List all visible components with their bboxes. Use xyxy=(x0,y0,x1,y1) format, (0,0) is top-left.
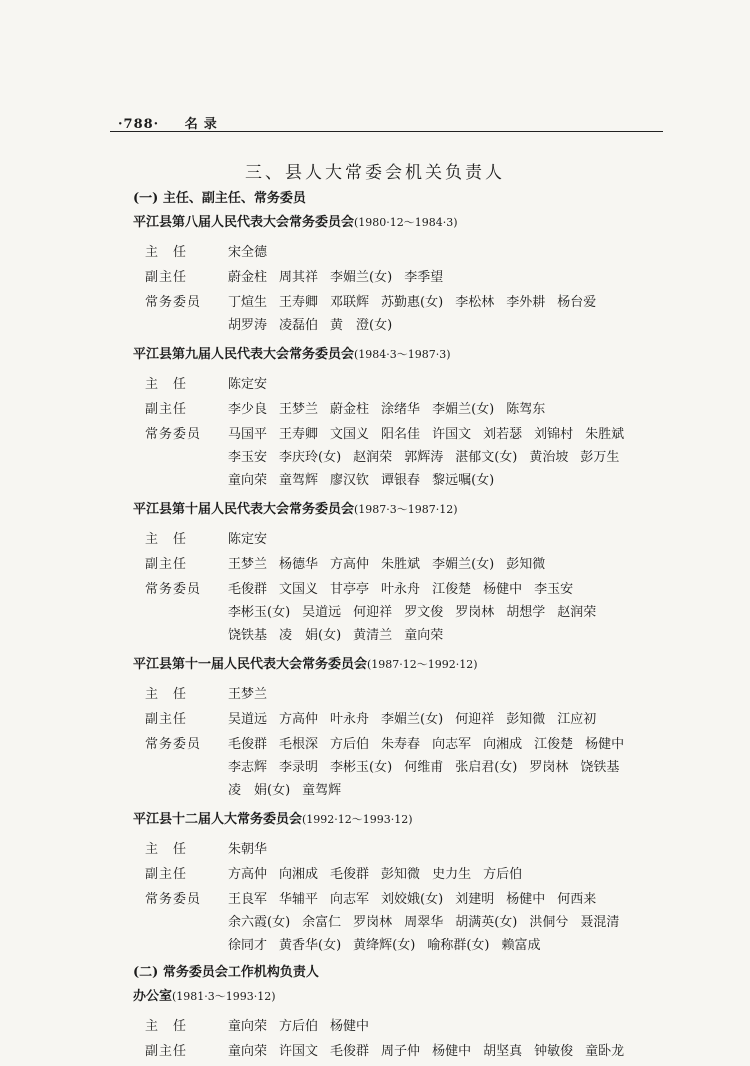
name-line xyxy=(228,578,673,601)
page-title: 三、县人大常委会机关负责人 xyxy=(245,163,505,183)
committee-name: 平江县第十届人民代表大会常务委员会 xyxy=(133,502,355,517)
role-label: 主 任 xyxy=(145,842,188,857)
person-name: 童向荣 xyxy=(228,473,268,488)
role-label: 副主任 xyxy=(145,1044,188,1059)
person-name: 童向荣 xyxy=(228,1044,268,1059)
person-name: 蔚金柱 xyxy=(228,270,268,285)
person-name: 杨台爱 xyxy=(557,295,597,310)
person-name: 张启君(女) xyxy=(455,760,518,775)
person-name: 聂混清 xyxy=(580,915,620,930)
person-name: 刘若瑟 xyxy=(483,427,523,442)
person-name: 李媚兰(女) xyxy=(381,712,444,727)
role-row xyxy=(133,373,673,396)
person-name: 向湘成 xyxy=(483,737,523,752)
name-line xyxy=(228,241,673,264)
person-name: 蔚金柱 xyxy=(330,402,370,417)
running-header xyxy=(118,113,223,132)
person-name: 湛郁文(女) xyxy=(455,450,518,465)
person-name: 童卧龙 xyxy=(585,1044,625,1059)
person-name: 李季望 xyxy=(404,270,444,285)
person-name: 李松林 xyxy=(455,295,495,310)
name-list xyxy=(228,1015,673,1038)
name-list xyxy=(228,373,673,396)
person-name: 江俊楚 xyxy=(432,582,472,597)
person-name: 方高仲 xyxy=(228,867,268,882)
committee-dates: (1987·3～1987·12) xyxy=(354,503,458,516)
person-name: 周子仲 xyxy=(381,1044,421,1059)
person-name: 陈定安 xyxy=(228,532,268,547)
person-name: 毛俊群 xyxy=(330,1044,370,1059)
role-label: 主 任 xyxy=(145,687,188,702)
person-name: 丁煊生 xyxy=(228,295,268,310)
committee-heading xyxy=(133,985,673,1009)
person-name: 邓联辉 xyxy=(330,295,370,310)
person-name: 叶永舟 xyxy=(381,582,421,597)
role-row xyxy=(133,863,673,886)
name-list xyxy=(228,708,673,731)
person-name: 吴道远 xyxy=(228,712,268,727)
role-row xyxy=(133,423,673,492)
committee-heading xyxy=(133,808,673,832)
person-name: 李媚兰(女) xyxy=(432,402,495,417)
name-line xyxy=(228,446,673,469)
section-heading: (一) 主任、副主任、常务委员 xyxy=(133,191,306,206)
person-name: 周其祥 xyxy=(279,270,319,285)
person-name: 王寿卿 xyxy=(279,427,319,442)
person-name: 周翠华 xyxy=(404,915,444,930)
name-list xyxy=(228,241,673,264)
person-name: 毛俊群 xyxy=(330,867,370,882)
name-list xyxy=(228,578,673,647)
person-name: 彭知微 xyxy=(506,712,546,727)
person-name: 李录明 xyxy=(279,760,319,775)
name-list xyxy=(228,863,673,886)
person-name: 王梦兰 xyxy=(228,557,268,572)
person-name: 赵润荣 xyxy=(557,605,597,620)
person-name: 文国义 xyxy=(330,427,370,442)
person-name: 胡想学 xyxy=(506,605,546,620)
role-label: 常务委员 xyxy=(145,427,202,442)
person-name: 黄清兰 xyxy=(353,628,393,643)
person-name: 胡罗涛 xyxy=(228,318,268,333)
person-name: 刘建明 xyxy=(455,892,495,907)
name-list xyxy=(228,553,673,576)
role-label: 主 任 xyxy=(145,532,188,547)
person-name: 余富仁 xyxy=(302,915,342,930)
person-name: 凌 娟(女) xyxy=(279,628,342,643)
committee-name: 平江县第十一届人民代表大会常务委员会 xyxy=(133,657,368,672)
person-name: 刘姣娥(女) xyxy=(381,892,444,907)
role-row xyxy=(133,888,673,957)
name-list xyxy=(228,683,673,706)
person-name: 钟敏俊 xyxy=(534,1044,574,1059)
person-name: 凌磊伯 xyxy=(279,318,319,333)
role-row xyxy=(133,1015,673,1038)
person-name: 凌 娟(女) xyxy=(228,783,291,798)
person-name: 郭辉涛 xyxy=(404,450,444,465)
person-name: 李玉安 xyxy=(228,450,268,465)
person-name: 吴道远 xyxy=(302,605,342,620)
name-line xyxy=(228,888,673,911)
person-name: 何迎祥 xyxy=(353,605,393,620)
person-name: 胡满英(女) xyxy=(455,915,518,930)
person-name: 黎远嘱(女) xyxy=(432,473,495,488)
person-name: 黄治坡 xyxy=(529,450,569,465)
role-label: 副主任 xyxy=(145,402,188,417)
committee-name: 平江县十二届人大常务委员会 xyxy=(133,812,303,827)
person-name: 何迎祥 xyxy=(455,712,495,727)
role-label: 常务委员 xyxy=(145,295,202,310)
person-name: 谭银春 xyxy=(381,473,421,488)
person-name: 黄 澄(女) xyxy=(330,318,393,333)
header-title: 名录 xyxy=(184,117,223,132)
person-name: 向志军 xyxy=(432,737,472,752)
person-name: 许国文 xyxy=(279,1044,319,1059)
name-list xyxy=(228,838,673,861)
committee-dates: (1981·3～1993·12) xyxy=(172,990,276,1003)
person-name: 向湘成 xyxy=(279,867,319,882)
person-name: 李志辉 xyxy=(228,760,268,775)
person-name: 徐同才 xyxy=(228,938,268,953)
name-line xyxy=(228,733,673,756)
role-label: 常务委员 xyxy=(145,582,202,597)
page-number: ·788· xyxy=(118,117,160,132)
person-name: 李玉安 xyxy=(534,582,574,597)
name-line xyxy=(228,291,673,314)
person-name: 方后伯 xyxy=(330,737,370,752)
committee-heading xyxy=(133,211,673,235)
name-list xyxy=(228,888,673,957)
person-name: 涂绪华 xyxy=(381,402,421,417)
section-heading: (二) 常务委员会工作机构负责人 xyxy=(133,965,319,980)
person-name: 彭知微 xyxy=(381,867,421,882)
name-list xyxy=(228,528,673,551)
role-row xyxy=(133,398,673,421)
person-name: 方后伯 xyxy=(279,1019,319,1034)
person-name: 赵润荣 xyxy=(353,450,393,465)
person-name: 何维甫 xyxy=(404,760,444,775)
committee-name: 办公室 xyxy=(133,989,173,1004)
role-label: 主 任 xyxy=(145,245,188,260)
person-name: 杨健中 xyxy=(483,582,523,597)
name-line xyxy=(228,423,673,446)
role-label: 副主任 xyxy=(145,557,188,572)
name-line xyxy=(228,469,673,492)
person-name: 彭知微 xyxy=(506,557,546,572)
person-name: 童驾辉 xyxy=(302,783,342,798)
role-row xyxy=(133,1040,673,1063)
person-name: 杨健中 xyxy=(432,1044,472,1059)
person-name: 方高仲 xyxy=(330,557,370,572)
person-name: 王寿卿 xyxy=(279,295,319,310)
role-row xyxy=(133,708,673,731)
person-name: 朱寿春 xyxy=(381,737,421,752)
person-name: 罗文俊 xyxy=(404,605,444,620)
committee-heading xyxy=(133,343,673,367)
committee-dates: (1980·12～1984·3) xyxy=(354,216,458,229)
person-name: 童向荣 xyxy=(228,1019,268,1034)
name-list xyxy=(228,1040,673,1063)
role-label: 主 任 xyxy=(145,377,188,392)
role-row xyxy=(133,733,673,802)
name-line xyxy=(228,528,673,551)
person-name: 毛俊群 xyxy=(228,737,268,752)
name-line xyxy=(228,683,673,706)
person-name: 甘亭亭 xyxy=(330,582,370,597)
person-name: 童向荣 xyxy=(404,628,444,643)
name-line xyxy=(228,1015,673,1038)
role-row xyxy=(133,241,673,264)
committee-dates: (1984·3～1987·3) xyxy=(354,348,451,361)
person-name: 李彬玉(女) xyxy=(228,605,291,620)
role-row xyxy=(133,528,673,551)
person-name: 陈驾东 xyxy=(506,402,546,417)
committee-dates: (1992·12～1993·12) xyxy=(302,813,413,826)
committee-heading xyxy=(133,498,673,522)
person-name: 李少良 xyxy=(228,402,268,417)
name-line xyxy=(228,553,673,576)
person-name: 杨德华 xyxy=(279,557,319,572)
person-name: 阳名佳 xyxy=(381,427,421,442)
person-name: 江俊楚 xyxy=(534,737,574,752)
name-line xyxy=(228,838,673,861)
person-name: 洪侗兮 xyxy=(529,915,569,930)
person-name: 朱朝华 xyxy=(228,842,268,857)
person-name: 王梦兰 xyxy=(279,402,319,417)
committee-dates: (1987·12～1992·12) xyxy=(367,658,478,671)
name-line xyxy=(228,863,673,886)
name-line xyxy=(228,911,673,934)
header-rule xyxy=(110,131,663,132)
name-line xyxy=(228,779,673,802)
name-line xyxy=(228,708,673,731)
person-name: 杨健中 xyxy=(506,892,546,907)
person-name: 李彬玉(女) xyxy=(330,760,393,775)
person-name: 毛俊群 xyxy=(228,582,268,597)
person-name: 文国义 xyxy=(279,582,319,597)
role-label: 主 任 xyxy=(145,1019,188,1034)
person-name: 马国平 xyxy=(228,427,268,442)
role-row xyxy=(133,553,673,576)
name-list xyxy=(228,423,673,492)
person-name: 黄绛辉(女) xyxy=(353,938,416,953)
person-name: 童驾辉 xyxy=(279,473,319,488)
role-row xyxy=(133,838,673,861)
name-line xyxy=(228,266,673,289)
person-name: 朱胜斌 xyxy=(585,427,625,442)
person-name: 方高仲 xyxy=(279,712,319,727)
role-row xyxy=(133,291,673,337)
name-line xyxy=(228,398,673,421)
person-name: 毛根深 xyxy=(279,737,319,752)
role-label: 常务委员 xyxy=(145,892,202,907)
committee-name: 平江县第九届人民代表大会常务委员会 xyxy=(133,347,355,362)
person-name: 廖汉钦 xyxy=(330,473,370,488)
name-line xyxy=(228,1040,673,1063)
committee-heading xyxy=(133,653,673,677)
person-name: 余六霞(女) xyxy=(228,915,291,930)
person-name: 罗岗林 xyxy=(529,760,569,775)
person-name: 史力生 xyxy=(432,867,472,882)
person-name: 饶铁基 xyxy=(228,628,268,643)
person-name: 彭万生 xyxy=(580,450,620,465)
role-label: 副主任 xyxy=(145,270,188,285)
name-line xyxy=(228,756,673,779)
person-name: 苏勤惠(女) xyxy=(381,295,444,310)
person-name: 饶铁基 xyxy=(580,760,620,775)
person-name: 朱胜斌 xyxy=(381,557,421,572)
name-list xyxy=(228,398,673,421)
person-name: 王良军 xyxy=(228,892,268,907)
name-list xyxy=(228,266,673,289)
name-line xyxy=(228,601,673,624)
person-name: 赖富成 xyxy=(501,938,541,953)
person-name: 罗岗林 xyxy=(353,915,393,930)
person-name: 华辅平 xyxy=(279,892,319,907)
person-name: 江应初 xyxy=(557,712,597,727)
directory-content xyxy=(133,189,673,1063)
person-name: 黄香华(女) xyxy=(279,938,342,953)
role-row xyxy=(133,578,673,647)
person-name: 王梦兰 xyxy=(228,687,268,702)
name-line xyxy=(228,934,673,957)
person-name: 罗岗林 xyxy=(455,605,495,620)
person-name: 叶永舟 xyxy=(330,712,370,727)
name-line xyxy=(228,624,673,647)
committee-name: 平江县第八届人民代表大会常务委员会 xyxy=(133,215,355,230)
name-line xyxy=(228,314,673,337)
person-name: 何西来 xyxy=(557,892,597,907)
role-row xyxy=(133,683,673,706)
person-name: 李庆玲(女) xyxy=(279,450,342,465)
role-label: 副主任 xyxy=(145,712,188,727)
person-name: 刘锦村 xyxy=(534,427,574,442)
person-name: 胡坚真 xyxy=(483,1044,523,1059)
person-name: 喻称群(女) xyxy=(427,938,490,953)
person-name: 李媚兰(女) xyxy=(432,557,495,572)
person-name: 许国文 xyxy=(432,427,472,442)
person-name: 宋全德 xyxy=(228,245,268,260)
role-label: 副主任 xyxy=(145,867,188,882)
person-name: 杨健中 xyxy=(585,737,625,752)
person-name: 李外耕 xyxy=(506,295,546,310)
person-name: 李媚兰(女) xyxy=(330,270,393,285)
person-name: 向志军 xyxy=(330,892,370,907)
role-row xyxy=(133,266,673,289)
person-name: 杨健中 xyxy=(330,1019,370,1034)
person-name: 方后伯 xyxy=(483,867,523,882)
person-name: 陈定安 xyxy=(228,377,268,392)
name-list xyxy=(228,733,673,802)
role-label: 常务委员 xyxy=(145,737,202,752)
name-line xyxy=(228,373,673,396)
name-list xyxy=(228,291,673,337)
